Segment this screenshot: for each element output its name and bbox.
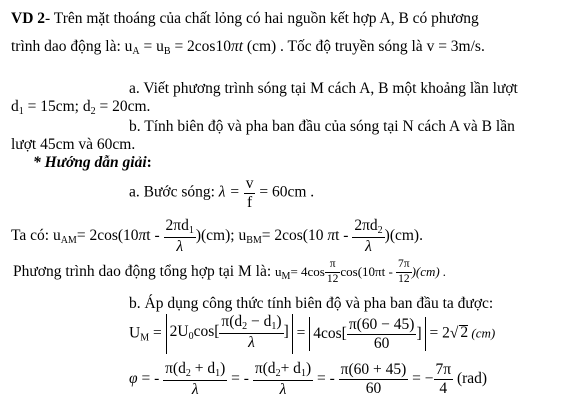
equation-text: t - [146, 226, 164, 244]
fraction-numerator: π [325, 259, 341, 273]
subscript: 1 [215, 368, 221, 379]
pi-symbol: π [327, 226, 336, 244]
part-b-question-cont: lượt 45cm và 60cm. [11, 136, 136, 153]
equation-text: = [292, 324, 310, 342]
fraction-denominator: λ [279, 381, 287, 398]
subscript: AM [60, 234, 77, 246]
fraction-numerator: 7π [396, 259, 412, 273]
fraction-denominator: λ [248, 334, 255, 351]
subscript: 1 [300, 368, 306, 379]
subscript: B [163, 46, 171, 57]
subscript: 0 [188, 330, 194, 342]
source-equation-line [11, 38, 485, 61]
equation-text: = 2 [425, 324, 450, 342]
fraction-denominator: 12 [326, 272, 339, 285]
equation-text: = 2cos10 [170, 38, 231, 55]
unit: (cm) [468, 325, 496, 341]
pi-over-12 [325, 259, 341, 285]
fraction-denominator: f [247, 193, 253, 211]
fraction-denominator: 12 [398, 272, 410, 285]
distance-text: = 15cm; d [23, 98, 91, 115]
fraction-numerator: 2πd [354, 217, 378, 234]
numeric-phase-fraction [347, 317, 417, 351]
equation-text: (cm) . Tốc độ truyền sóng là v = 3m/s. [243, 38, 485, 55]
fraction-denominator: λ [176, 238, 184, 255]
equation-text: t - [335, 226, 353, 244]
fraction-numerator: π(60 − 45) [348, 316, 415, 334]
equation-text: = - [227, 369, 253, 387]
equation-text: = u [139, 38, 164, 55]
v-over-f [244, 176, 256, 210]
pi-symbol: πt [230, 38, 244, 55]
subscript: M [281, 271, 291, 282]
fraction-numerator: ) [276, 313, 282, 330]
fraction-numerator: 2πd [165, 217, 189, 234]
colon: : [146, 154, 152, 171]
equation-text: trình dao động là: u [11, 38, 133, 55]
fraction-denominator: 60 [365, 379, 382, 397]
phase-fraction-b [253, 361, 313, 398]
wave-equations-line [11, 218, 423, 256]
equation-text: = - [137, 369, 164, 387]
unit: (rad) [453, 369, 488, 387]
solution-heading [33, 154, 152, 172]
fraction-numerator: π(d [221, 313, 243, 330]
equation-text: = - [313, 369, 339, 387]
equation-text: 4cos[ [313, 324, 347, 342]
subscript: 2 [275, 368, 281, 379]
equation-text: )(cm). [384, 226, 423, 244]
fraction-numerator: + d [190, 360, 216, 377]
equation-text: Ta có: u [11, 226, 61, 244]
bracket: ] [416, 324, 422, 342]
equation-text: u [275, 264, 282, 279]
fraction-numerator: π(60 + 45) [340, 361, 407, 379]
part-b-solution-intro: b. Áp dụng công thức tính biên độ và pha ban đầu ta được: [129, 295, 494, 312]
phase-fraction-2 [352, 218, 384, 255]
fraction-denominator: 4 [439, 379, 448, 397]
distance-text: = 20cm. [95, 98, 151, 115]
fraction-numerator: 7π [435, 361, 452, 379]
wavelength-label: a. Bước sóng: [129, 183, 219, 201]
equation-text: = [149, 324, 166, 342]
equation-text: cos(10πt - [340, 264, 397, 279]
equation-text: = 2cos(10 [76, 226, 139, 244]
equation-text: )(cm); u [195, 226, 247, 244]
subscript: 2 [242, 321, 248, 332]
phase-fraction-1 [164, 218, 196, 255]
fraction-numerator: − d [247, 313, 272, 330]
equation-text: U [129, 324, 141, 342]
subscript: 2 [377, 225, 383, 236]
subscript: 1 [18, 106, 24, 117]
subscript: 1 [271, 321, 277, 332]
equation-text: )(cm) . [411, 264, 447, 279]
seven-pi-over-12 [396, 259, 412, 285]
subscript: 2 [90, 106, 96, 117]
lambda-symbol: λ = [218, 183, 244, 201]
amplitude-line [129, 314, 495, 355]
combined-label: Phương trình dao động tổng hợp tại M là: [13, 263, 276, 280]
wavelength-line [129, 176, 314, 210]
fraction-denominator: 60 [373, 334, 390, 352]
fraction-numerator: ) [220, 360, 226, 377]
part-b-question: b. Tính biên độ và pha ban đầu của sóng tại N cách A và B lần [129, 118, 515, 135]
fraction-numerator: ) [305, 360, 312, 377]
solution-label: * Hướng dẫn giải [33, 154, 147, 171]
problem-intro: - Trên mặt thoáng của chất lỏng có hai nguồn kết hợp A, B có phương [45, 10, 479, 27]
equation-text: cos[ [193, 322, 220, 340]
abs-amplitude-formula [166, 314, 293, 354]
phi-symbol: φ [129, 369, 138, 387]
pi-symbol: π [138, 226, 147, 244]
subscript: BM [246, 234, 262, 246]
sqrt-sign: √ [449, 324, 459, 342]
sqrt-value: 2 [460, 324, 469, 342]
example-label: VD 2 [11, 10, 46, 27]
abs-amplitude-numeric [309, 317, 425, 351]
subscript: M [140, 332, 150, 344]
phase-fraction-numeric [339, 362, 409, 396]
wavelength-value: = 60cm . [255, 183, 315, 201]
fraction-numerator: v [245, 175, 254, 192]
distance-text: d [11, 98, 19, 115]
fraction-numerator: + d [280, 360, 301, 377]
equation-text: = 2cos(10 [261, 226, 328, 244]
phase-result-fraction [434, 362, 454, 396]
fraction-denominator: λ [365, 238, 372, 255]
subscript: 1 [188, 225, 194, 236]
subscript: A [132, 46, 140, 57]
equation-text: = − [408, 369, 434, 387]
fraction-denominator: λ [191, 381, 199, 398]
equation-text: 2U [169, 322, 189, 340]
bracket: ] [283, 322, 289, 340]
fraction-numerator: π(d [165, 360, 186, 377]
combined-equation-line [13, 257, 446, 292]
subscript: 2 [185, 368, 191, 379]
problem-title-line [11, 10, 479, 28]
phase-diff-fraction [219, 314, 283, 351]
part-a-question: a. Viết phương trình sóng tại M cách A, B một khoảng lần lượt [129, 80, 518, 97]
fraction-numerator: π(d [254, 360, 276, 377]
phase-fraction-a [163, 361, 227, 398]
phase-line [129, 361, 487, 398]
equation-text: = 4cos [290, 264, 325, 279]
